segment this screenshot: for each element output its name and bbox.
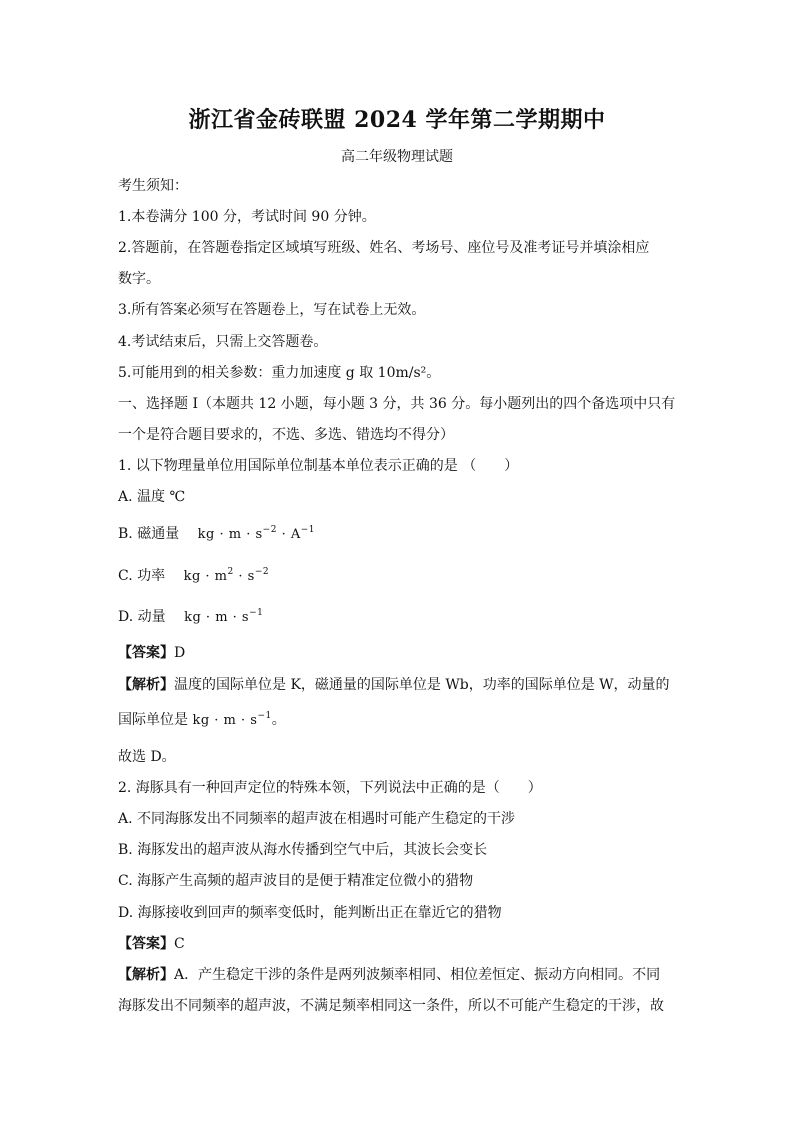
question-1-option-b bbox=[118, 524, 678, 545]
page-title: 浙江省金砖联盟 2024 学年第二学期期中 bbox=[188, 107, 606, 133]
question-1-stem: 1. 以下物理量单位用国际单位制基本单位表示正确的是 （ ） bbox=[118, 458, 519, 474]
question-2-answer bbox=[118, 934, 678, 954]
question-1-analysis bbox=[118, 675, 678, 695]
notice-heading: 考生须知： bbox=[118, 178, 188, 194]
analysis-text: 温度的国际单位是 K，磁通量的国际单位是 Wb，功率的国际单位是 W，动量的 bbox=[174, 677, 670, 693]
question-2-option-b: B. 海豚发出的超声波从海水传播到空气中后，其波长会变长 bbox=[118, 842, 488, 858]
analysis-tag: 【解析】 bbox=[118, 677, 174, 693]
notice-item-5: 5.可能用到的相关参数：重力加速度 g 取 10m/s²。 bbox=[118, 365, 441, 381]
answer-value: D bbox=[174, 645, 186, 661]
question-2-analysis-cont: 海豚发出不同频率的超声波，不满足频率相同这一条件，所以不可能产生稳定的干涉，故 bbox=[118, 998, 664, 1014]
option-b-unit: kg · $m \cdot s^{-2} \cdot A^{-1}$ bbox=[197, 525, 316, 542]
section-1-intro-cont: 一个是符合题目要求的，不选、多选、错选均不得分） bbox=[118, 427, 454, 443]
answer-value: C bbox=[174, 936, 185, 952]
option-d-unit: kg · $m \cdot s^{-1}$ bbox=[184, 608, 264, 625]
notice-item-1: 1.本卷满分 100 分，考试时间 90 分钟。 bbox=[118, 209, 376, 225]
notice-item-2-cont: 数字。 bbox=[118, 271, 160, 287]
option-d-label: D. 动量 bbox=[118, 609, 166, 625]
question-1-option-a: A. 温度 ℃ bbox=[118, 489, 186, 505]
question-2-stem: 2. 海豚具有一种回声定位的特殊本领，下列说法中正确的是（ ） bbox=[118, 780, 542, 796]
analysis-unit: kg · $m \cdot s^{-1}$ bbox=[192, 711, 272, 728]
answer-tag: 【答案】 bbox=[118, 645, 174, 661]
question-2-option-a: A. 不同海豚发出不同频率的超声波在相遇时可能产生稳定的干涉 bbox=[118, 811, 516, 827]
analysis-tag: 【解析】 bbox=[118, 967, 174, 983]
notice-item-2: 2.答题前，在答题卷指定区域填写班级、姓名、考场号、座位号及准考证号并填涂相应 bbox=[118, 240, 650, 256]
option-c-label: C. 功率 bbox=[118, 568, 166, 584]
notice-item-4: 4.考试结束后，只需上交答题卷。 bbox=[118, 334, 328, 350]
option-b-label: B. 磁通量 bbox=[118, 526, 180, 542]
section-1-intro: 一、选择题 I（本题共 12 小题，每小题 3 分，共 36 分。每小题列出的四个备选项中只有 bbox=[118, 396, 676, 412]
question-1-analysis-cont: 国际单位是 kg · $m \cdot s^{-1}$。 bbox=[118, 711, 286, 728]
question-2-option-d: D. 海豚接收到回声的频率变低时，能判断出正在靠近它的猎物 bbox=[118, 905, 502, 921]
question-1-answer bbox=[118, 643, 678, 663]
answer-tag: 【答案】 bbox=[118, 936, 174, 952]
question-1-option-c bbox=[118, 566, 678, 587]
page-subtitle: 高二年级物理试题 bbox=[341, 149, 453, 165]
notice-item-3: 3.所有答案必须写在答题卷上，写在试卷上无效。 bbox=[118, 302, 426, 318]
question-1-conclusion: 故选 D。 bbox=[118, 749, 176, 765]
question-1-option-d bbox=[118, 607, 678, 628]
option-c-unit: kg · $m^2 \cdot s^{-2}$ bbox=[183, 567, 270, 584]
analysis-text: A．产生稳定干涉的条件是两列波频率相同、相位差恒定、振动方向相同。不同 bbox=[174, 967, 661, 983]
question-2-analysis bbox=[118, 965, 678, 985]
question-2-option-c: C. 海豚产生高频的超声波目的是便于精准定位微小的猎物 bbox=[118, 873, 474, 889]
